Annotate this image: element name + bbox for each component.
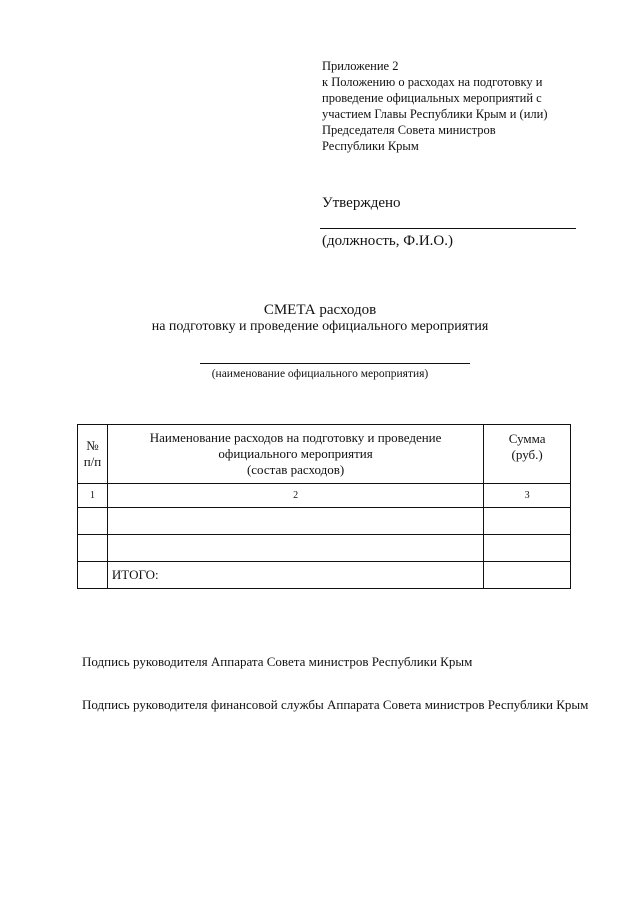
- appendix-line: Председателя Совета министров: [322, 123, 496, 137]
- table-index-row: [78, 484, 571, 508]
- event-name-line: [200, 363, 470, 364]
- header-name-line: Наименование расходов на подготовку и проведение: [149, 430, 442, 445]
- appendix-line: Республики Крым: [322, 139, 419, 153]
- table-cell: [484, 508, 571, 535]
- appendix-line: Приложение 2: [322, 59, 399, 73]
- table-header-row: [78, 425, 571, 484]
- table-cell: [78, 562, 108, 589]
- approval-signature-line: [320, 228, 576, 229]
- header-name-line: (состав расходов): [246, 462, 345, 477]
- document-title: СМЕТА расходов: [263, 302, 377, 318]
- header-sum-line: (руб.): [511, 447, 543, 462]
- table-cell: [78, 535, 108, 562]
- appendix-line: участием Главы Республики Крым и (или): [322, 107, 548, 121]
- table-total-row: [78, 562, 571, 589]
- event-name-caption: (наименование официального мероприятия): [211, 368, 429, 380]
- header-num-line: №: [86, 438, 99, 453]
- total-value-cell: [484, 562, 571, 589]
- header-name-line: официального мероприятия: [218, 446, 373, 461]
- index-cell: 2: [107, 484, 483, 508]
- header-sum-line: Сумма: [508, 431, 546, 446]
- table-cell: [78, 508, 108, 535]
- header-sum: [484, 425, 571, 484]
- approval-caption: (должность, Ф.И.О.): [322, 233, 453, 249]
- header-num: [78, 425, 108, 484]
- expense-table: [77, 424, 571, 589]
- table-cell: [107, 535, 483, 562]
- header-name: [107, 425, 483, 484]
- appendix-note: [322, 58, 612, 154]
- approval-label: Утверждено: [322, 195, 401, 211]
- appendix-line: к Положению о расходах на подготовку и: [322, 75, 543, 89]
- appendix-line: проведение официальных мероприятий с: [322, 91, 542, 105]
- table-cell: [484, 535, 571, 562]
- index-cell: 1: [78, 484, 108, 508]
- document-subtitle: на подготовку и проведение официального мероприятия: [151, 319, 489, 334]
- header-num-line: п/п: [83, 454, 102, 469]
- signature-head-finance: Подпись руководителя финансовой службы Аппарата Совета министров Республики Крым: [82, 697, 589, 712]
- table-row: [78, 535, 571, 562]
- table-row: [78, 508, 571, 535]
- total-label: ИТОГО:: [107, 562, 483, 589]
- signature-head-apparatus: Подпись руководителя Аппарата Совета министров Республики Крым: [82, 654, 473, 669]
- table-cell: [107, 508, 483, 535]
- index-cell: 3: [484, 484, 571, 508]
